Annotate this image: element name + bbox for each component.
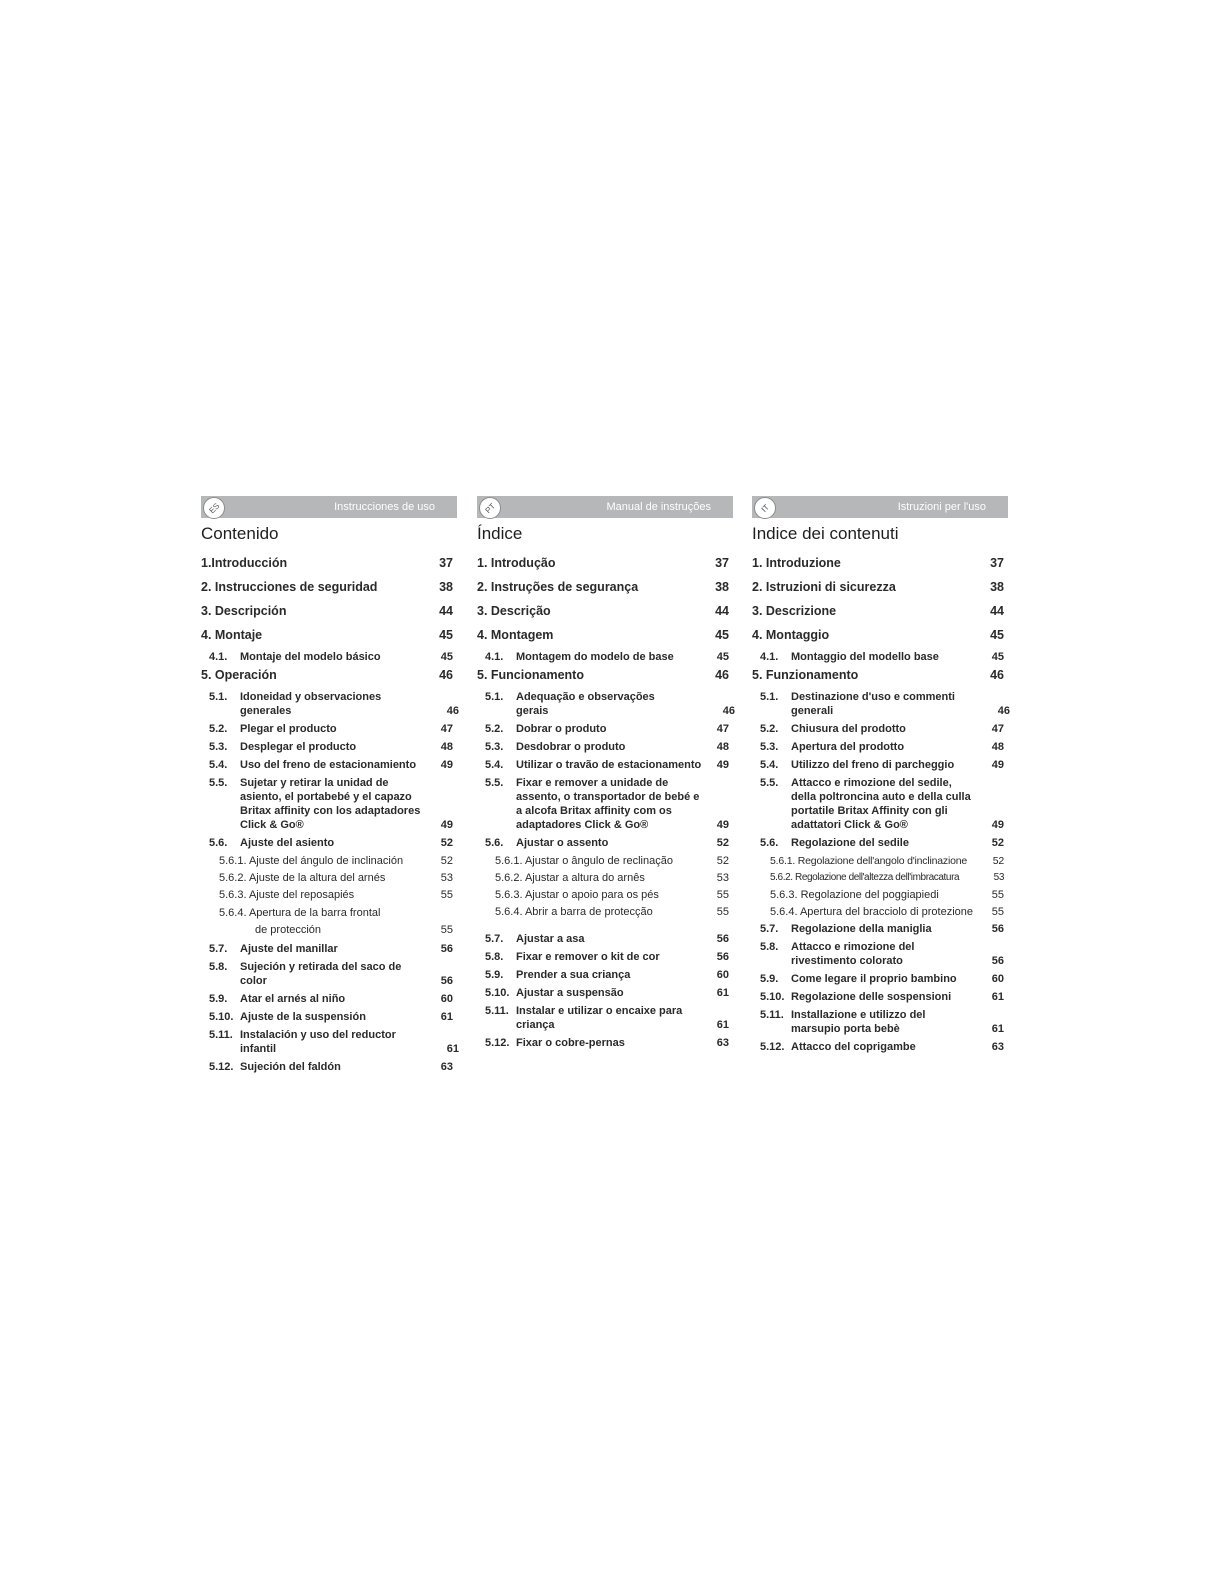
header-label: Manual de instruções (606, 501, 711, 513)
entry-label: 5.6.1. Ajuste del ángulo de inclinación (219, 855, 404, 867)
entry-label: Plegar el producto (240, 723, 337, 735)
page-number: 46 (715, 668, 729, 682)
page-number: 49 (440, 759, 453, 771)
entry-label: 5. Funcionamento (477, 668, 584, 682)
entry-label: 5.6.2. Ajustar a altura do arnês (495, 872, 645, 884)
entry-label: 2. Istruzioni di sicurezza (752, 580, 896, 594)
entry-label: 5.6.3. Regolazione del poggiapiedi (770, 889, 939, 901)
entry-label: Sujeción del faldón (240, 1061, 341, 1073)
toc-subentry (209, 960, 457, 988)
page-number: 60 (716, 969, 729, 981)
entry-label: Dobrar o produto (516, 723, 607, 735)
entry-label: 5. Operación (201, 668, 277, 682)
entry-label: Idoneidad y observaciones generales (240, 691, 382, 717)
header-label: Istruzioni per l'uso (897, 501, 986, 513)
entry-number: 5.5. (209, 777, 228, 789)
toc-subentry (760, 1040, 1008, 1054)
entry-label: Sujetar y retirar la unidad de asiento, el portabebé y el capazo Britax affinity con los adaptadores Click & Go® (240, 777, 421, 831)
entry-number: 5.9. (209, 993, 228, 1005)
page-number: 56 (716, 951, 729, 963)
toc-column-it (752, 496, 1008, 1058)
page-number: 52 (991, 837, 1004, 849)
entry-label: Prender a sua criança (516, 969, 631, 981)
entry-number: 5.11. (209, 1029, 233, 1041)
page-number: 55 (991, 906, 1004, 918)
entry-label: 4. Montaje (201, 628, 263, 642)
toc-subentry (209, 992, 457, 1006)
toc-subentry (485, 986, 733, 1000)
page-number: 44 (990, 604, 1004, 618)
toc-entry (201, 556, 457, 580)
entry-number: 5.12. (485, 1037, 510, 1049)
page-number: 52 (440, 837, 453, 849)
toc-entry (477, 668, 733, 690)
entry-label: Fixar e remover a unidade de assento, o transportador de bebé e a alcofa Britax affinity com os adaptadores Click & Go® (516, 777, 700, 831)
page-number: 38 (439, 580, 453, 594)
page-number: 38 (715, 580, 729, 594)
toc-title: Contenido (201, 524, 279, 543)
entry-label: Ajuste de la suspensión (240, 1011, 366, 1023)
entry-number: 5.12. (209, 1061, 234, 1073)
entry-label: Regolazione della maniglia (791, 923, 932, 935)
page-number: 37 (990, 556, 1004, 570)
toc-subsubentry (495, 888, 733, 902)
toc-subentry (760, 836, 1008, 850)
toc-subentry (209, 740, 457, 754)
entry-number: 4.1. (485, 651, 504, 663)
entry-label: Attacco e rimozione del sedile, della poltroncina auto e della culla portatile Britax Affinity con gli adattatori Click & Go® (791, 777, 971, 831)
entry-label: Uso del freno de estacionamiento (240, 759, 417, 771)
page-number: 47 (440, 723, 453, 735)
entry-number: 5.11. (485, 1005, 509, 1017)
toc-subentry (209, 836, 457, 850)
entry-number: 5.2. (209, 723, 228, 735)
toc-subsubentry (495, 905, 733, 919)
page-number: 63 (716, 1037, 729, 1049)
entry-label: 5.6.4. Apertura de la barra frontal (219, 907, 381, 919)
toc-subentry (485, 1036, 733, 1050)
entry-label: 5. Funzionamento (752, 668, 859, 682)
entry-number: 5.10. (760, 991, 785, 1003)
page-number: 61 (446, 1043, 459, 1055)
toc-subsubentry (219, 888, 457, 902)
page-number: 55 (716, 889, 729, 901)
page-number: 61 (991, 991, 1004, 1003)
entry-label: 5.6.4. Apertura del bracciolo di protezione (770, 906, 974, 918)
toc-subsubentry (770, 854, 1008, 868)
entry-label: Ajustar o assento (516, 837, 609, 849)
page-number: 46 (997, 705, 1010, 717)
entry-label: 5.6.3. Ajustar o apoio para os pés (495, 889, 659, 901)
toc-subentry (760, 740, 1008, 754)
entry-label: 2. Instrucciones de seguridad (201, 580, 378, 594)
toc-subsubentry (495, 854, 733, 868)
entry-label: Installazione e utilizzo del marsupio porta bebè (791, 1009, 926, 1035)
entry-label: Sujeción y retirada del saco de color (240, 961, 402, 987)
toc-entry (477, 556, 733, 580)
toc-subentry (485, 836, 733, 850)
toc-entry (752, 580, 1008, 604)
toc-column-es (201, 496, 457, 1078)
entry-label: 3. Descrição (477, 604, 551, 618)
toc-subsubentry (219, 905, 457, 939)
page-number: 46 (439, 668, 453, 682)
toc-subsubentry (219, 854, 457, 868)
entry-number: 5.7. (485, 933, 504, 945)
page-number: 37 (439, 556, 453, 570)
entry-number: 5.7. (760, 923, 779, 935)
toc-subentry (760, 972, 1008, 986)
entry-number: 5.5. (760, 777, 779, 789)
header-label: Instrucciones de uso (334, 501, 435, 513)
page-number: 56 (440, 943, 453, 955)
entry-number: 5.3. (485, 741, 504, 753)
entry-number: 5.6. (485, 837, 504, 849)
page-number: 56 (991, 955, 1004, 967)
page-number: 60 (991, 973, 1004, 985)
toc-subentry (485, 758, 733, 772)
entry-label: Instalación y uso del reductor infantil (240, 1029, 396, 1055)
entry-label: Utilizzo del freno di parcheggio (791, 759, 955, 771)
page-number: 45 (715, 628, 729, 642)
entry-label: 3. Descripción (201, 604, 287, 618)
entry-number: 5.1. (209, 691, 228, 703)
toc-subsubentry (770, 871, 1008, 885)
page-number: 46 (722, 705, 735, 717)
entry-number: 5.1. (760, 691, 779, 703)
entry-number: 5.6. (209, 837, 228, 849)
page-number: 47 (716, 723, 729, 735)
page-number: 55 (440, 889, 453, 901)
toc-title: Indice dei contenuti (752, 524, 899, 543)
entry-number: 5.8. (209, 961, 228, 973)
page-number: 37 (715, 556, 729, 570)
entry-number: 5.8. (485, 951, 504, 963)
toc-subsubentry (219, 871, 457, 885)
toc-subentry (760, 940, 1008, 968)
entry-number: 5.9. (485, 969, 504, 981)
toc-subentry (485, 690, 735, 718)
page-number: 52 (992, 855, 1004, 867)
entry-label: Instalar e utilizar o encaixe para criança (516, 1005, 683, 1031)
page-number: 44 (715, 604, 729, 618)
entry-number: 5.9. (760, 973, 779, 985)
page-number: 56 (440, 975, 453, 987)
toc-subentry (485, 740, 733, 754)
entry-label: 4. Montagem (477, 628, 554, 642)
toc-entry (752, 668, 1008, 690)
entry-label: Destinazione d'uso e commenti generali (791, 691, 955, 717)
toc-entry (201, 580, 457, 604)
entry-label: 5.6.2. Regolazione dell'altezza dell'imbracatura (770, 872, 960, 883)
page-number: 56 (991, 923, 1004, 935)
toc-subentry (485, 932, 733, 946)
toc-subentry (209, 722, 457, 736)
toc-subsubentry (770, 905, 1008, 919)
toc-entry (201, 628, 457, 650)
page-number: 52 (716, 855, 729, 867)
entry-number: 5.4. (760, 759, 779, 771)
toc-subentry (485, 950, 733, 964)
toc-entry (752, 556, 1008, 580)
toc-subentry (760, 722, 1008, 736)
entry-number: 5.7. (209, 943, 228, 955)
toc-subentry (760, 758, 1008, 772)
toc-title: Índice (477, 524, 523, 543)
toc-subentry (760, 990, 1008, 1004)
page-number: 63 (440, 1061, 453, 1073)
language-badge: PT (474, 492, 505, 523)
toc-subsubentry (495, 871, 733, 885)
entry-number: 5.5. (485, 777, 504, 789)
toc-subentry (209, 776, 457, 832)
entry-label: 1. Introdução (477, 556, 556, 570)
toc-entry (477, 604, 733, 628)
page-number: 61 (716, 1019, 729, 1031)
entry-label: 3. Descrizione (752, 604, 837, 618)
entry-number: 5.3. (209, 741, 228, 753)
entry-label: 5.6.4. Abrir a barra de protecção (495, 906, 653, 918)
page-number: 61 (991, 1023, 1004, 1035)
toc-subentry (485, 776, 733, 832)
page-number: 55 (440, 924, 453, 936)
entry-label: 5.6.2. Ajuste de la altura del arnés (219, 872, 386, 884)
entry-number: 5.11. (760, 1009, 784, 1021)
page-number: 61 (440, 1011, 453, 1023)
entry-number: 5.4. (209, 759, 228, 771)
header-bar (477, 496, 733, 518)
entry-label: Fixar e remover o kit de cor (516, 951, 660, 963)
page-number: 49 (991, 819, 1004, 831)
page-number: 55 (991, 889, 1004, 901)
toc-subentry (760, 690, 1010, 718)
toc-subsubentry (770, 888, 1008, 902)
page-number: 45 (716, 651, 729, 663)
entry-label: Fixar o cobre-pernas (516, 1037, 625, 1049)
toc-subentry (485, 722, 733, 736)
entry-label: Ajuste del manillar (240, 943, 338, 955)
page-number: 45 (991, 651, 1004, 663)
toc-column-pt (477, 496, 733, 1054)
toc-entry (752, 628, 1008, 650)
page-number: 49 (716, 759, 729, 771)
entry-label: Montaggio del modello base (791, 651, 939, 663)
entry-number: 5.3. (760, 741, 779, 753)
page-number: 52 (716, 837, 729, 849)
entry-number: 4.1. (760, 651, 779, 663)
entry-label: Atar el arnés al niño (240, 993, 346, 1005)
page-number: 63 (991, 1041, 1004, 1053)
page-number: 46 (990, 668, 1004, 682)
page-number: 56 (716, 933, 729, 945)
entry-number: 5.6. (760, 837, 779, 849)
entry-number: 5.10. (209, 1011, 234, 1023)
page-number: 48 (716, 741, 729, 753)
language-badge: ES (198, 492, 229, 523)
entry-label: Ajustar a asa (516, 933, 585, 945)
entry-label: Chiusura del prodotto (791, 723, 906, 735)
toc-subentry (209, 1060, 457, 1074)
toc-subentry (760, 776, 1008, 832)
entry-number: 5.1. (485, 691, 504, 703)
page-number: 45 (440, 651, 453, 663)
toc-subentry (209, 942, 457, 956)
entry-label: Regolazione delle sospensioni (791, 991, 952, 1003)
entry-label: Desdobrar o produto (516, 741, 626, 753)
toc-entry (201, 668, 457, 690)
page-number: 49 (991, 759, 1004, 771)
page-number: 46 (446, 705, 459, 717)
entry-number: 5.2. (760, 723, 779, 735)
toc-subentry (209, 1028, 459, 1056)
toc-subentry (209, 650, 457, 664)
toc-subentry (485, 968, 733, 982)
page-number: 48 (991, 741, 1004, 753)
entry-label: 1.Introducción (201, 556, 288, 570)
toc-entry (477, 628, 733, 650)
page-number: 48 (440, 741, 453, 753)
entry-label: 4. Montaggio (752, 628, 830, 642)
page-number: 53 (440, 872, 453, 884)
entry-label: Ajuste del asiento (240, 837, 335, 849)
page-number: 60 (440, 993, 453, 1005)
page-number: 53 (716, 872, 729, 884)
entry-number: 5.8. (760, 941, 779, 953)
toc-subentry (485, 1004, 733, 1032)
entry-label: Attacco e rimozione del rivestimento colorato (791, 941, 915, 967)
entry-label: Regolazione del sedile (791, 837, 909, 849)
toc-subentry (760, 650, 1008, 664)
page-number: 49 (716, 819, 729, 831)
page-number: 55 (716, 906, 729, 918)
page-number: 47 (991, 723, 1004, 735)
page-number: 44 (439, 604, 453, 618)
toc-subentry (760, 1008, 1008, 1036)
page-number: 61 (716, 987, 729, 999)
entry-label: Attacco del coprigambe (791, 1041, 916, 1053)
page-number: 53 (993, 872, 1004, 883)
entry-label: Montaje del modelo básico (240, 651, 381, 663)
entry-label: 2. Instruções de segurança (477, 580, 639, 594)
header-bar (752, 496, 1008, 518)
toc-subentry (209, 1010, 457, 1024)
language-badge: IT (749, 492, 780, 523)
page-number: 45 (439, 628, 453, 642)
entry-label: 5.6.3. Ajuste del reposapiés (219, 889, 355, 901)
page-number: 52 (440, 855, 453, 867)
entry-label: Come legare il proprio bambino (791, 973, 957, 985)
entry-label: Apertura del prodotto (791, 741, 905, 753)
entry-label: Montagem do modelo de base (516, 651, 674, 663)
header-bar (201, 496, 457, 518)
entry-label: Desplegar el producto (240, 741, 357, 753)
page-number: 49 (440, 819, 453, 831)
entry-number: 5.4. (485, 759, 504, 771)
page-number: 45 (990, 628, 1004, 642)
toc-entry (752, 604, 1008, 628)
toc-entry (201, 604, 457, 628)
entry-label: Utilizar o travão de estacionamento (516, 759, 702, 771)
toc-subentry (209, 690, 459, 718)
entry-label: 5.6.1. Ajustar o ângulo de reclinação (495, 855, 673, 867)
entry-number: 5.10. (485, 987, 510, 999)
entry-label: 5.6.1. Regolazione dell'angolo d'inclinazione (770, 855, 967, 867)
entry-label: Ajustar a suspensão (516, 987, 624, 999)
toc-subentry (760, 922, 1008, 936)
page-number: 38 (990, 580, 1004, 594)
entry-label: 1. Introduzione (752, 556, 841, 570)
entry-label: Adequação e observações gerais (516, 691, 655, 717)
entry-label-continued: de protección (255, 924, 322, 936)
entry-number: 4.1. (209, 651, 228, 663)
entry-number: 5.12. (760, 1041, 785, 1053)
toc-subentry (209, 758, 457, 772)
toc-entry (477, 580, 733, 604)
toc-subentry (485, 650, 733, 664)
entry-number: 5.2. (485, 723, 504, 735)
